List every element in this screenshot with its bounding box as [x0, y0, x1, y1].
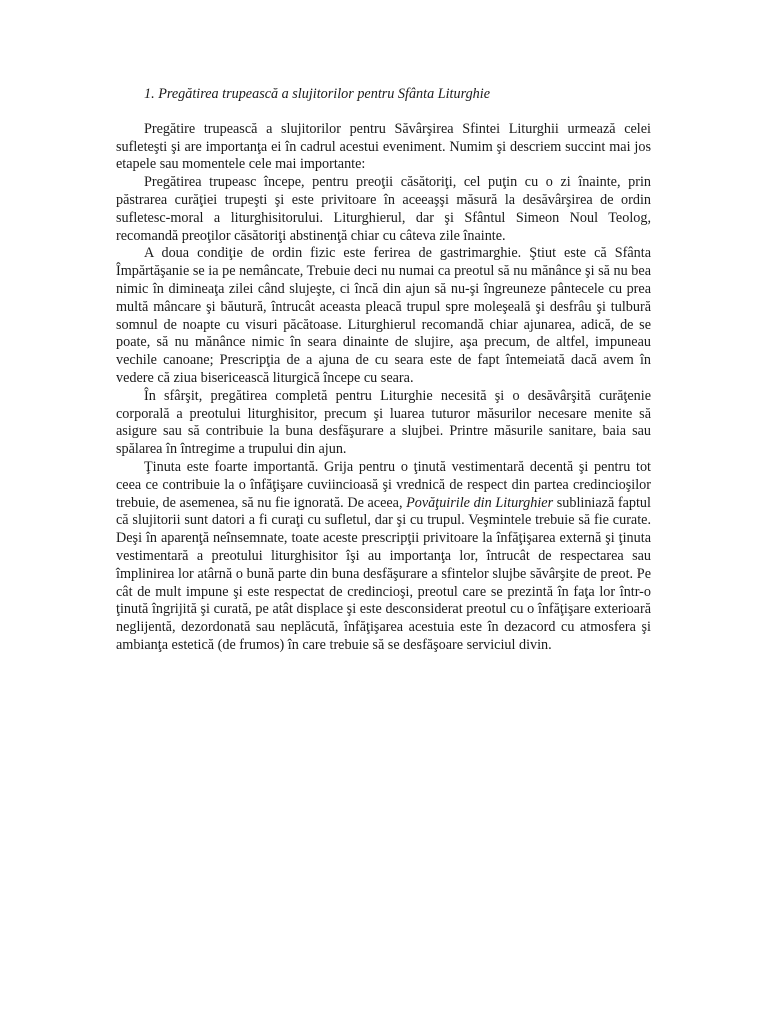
paragraph-fasting: A doua condiţie de ordin fizic este ferirea de gastrimarghie. Ştiut este că Sfânta Împărtăşanie se ia pe nemâncate, Trebuie deci nu numai ca preotul să nu mănânce şi să nu bea nimic în dimineaţa zilei când slujeşte, ci încă din ajun să nu-şi îngreuneze pântecele cu prea multă mâncare şi băutură, întrucât aceasta pleacă trupul spre moleşeală şi desfrâu şi tulbură somnul de noapte cu visuri păcătoase. Liturghierul recomandă chiar ajunarea, adică, de se poate, să nu mănânce nimic în seara dinainte de slujire, aşa precum, de altfel, impuneau vechile canoane; Prescripţia de a ajuna de cu seara este de fapt întemeiată dacă avem în vedere că ziua bisericească liturgică începe cu seara. — [116, 245, 651, 386]
paragraph-cleanliness: În sfârşit, pregătirea completă pentru Liturghie necesită şi o desăvârşită curăţenie corporală a preotului liturghisitor, precum şi luarea tuturor măsurilor necesare menite să asigure sau să contribuie la buna desfăşurare a slujbei. Printre măsurile sanitare, baia sau spălarea în întregime a trupului din ajun. — [116, 387, 651, 458]
paragraph-intro: Pregătire trupească a slujitorilor pentru Săvârşirea Sfintei Liturghii urmează celei sufleteşti şi are importanţa ei în cadrul acestui eveniment. Numim şi descriem succint mai jos etapele sau momentele cele mai importante: — [116, 120, 651, 173]
section-heading: 1. Pregătirea trupească a slujitorilor pentru Sfânta Liturghie — [144, 86, 491, 102]
document-body — [116, 86, 651, 655]
paragraph-attire — [116, 459, 651, 655]
paragraph-bodily-purity: Pregătirea trupeasc începe, pentru preoţii căsătoriţi, cel puţin cu o zi înainte, prin păstrarea curăţiei trupeşti şi este privitoare în aceeaşşi măsură la desăvârşirea de ordin sufletesc-moral a liturghisitorului. Liturghierul, dar şi Sfântul Simeon Noul Teolog, recomandă preoţilor căsătoriţi abstinenţă chiar cu câteva zile înainte. — [116, 174, 651, 244]
paragraph-attire-text-after: subliniază faptul că slujitorii sunt datori a fi curaţi cu sufletul, dar şi cu trupul. Veşmintele trebuie să fie curate. Deşi în aparenţă neînsemnate, toate aceste prescripţii privitoare la înfăţişarea externă şi ţinuta vestimentară a preotului liturghisitor îşi au importanţa lor, întrucât de respectarea sau împlinirea lor atârnă o bună parte din buna desfăşurare a sfintelor slujbe săvârşite de preot. Pe cât de mult impune şi este respectat de credincioşi, preotul care se prezintă în faţa lor într-o ţinută îngrijită şi curată, pe atât displace şi este desconsiderat preotul cu o înfăţişare exterioară neglijentă, dezordonată sau neplăcută, înfăţişarea acestuia este în dezacord cu atmosfera şi ambianţa estetică (de frumos) în care trebuie să se desfăşoare serviciul divin. — [116, 494, 651, 653]
paragraph-attire-text-before: Ţinuta este foarte importantă. Grija pentru o ţinută vestimentară decentă şi pentru tot ceea ce contribuie la o înfăţişare cuviincioasă şi vrednică de respect din partea credincioşilor trebuie, de asemenea, să nu fie ignorată. De aceea, — [116, 458, 651, 511]
book-title-emphasis: Povăţuirile din Liturghier — [406, 494, 554, 511]
